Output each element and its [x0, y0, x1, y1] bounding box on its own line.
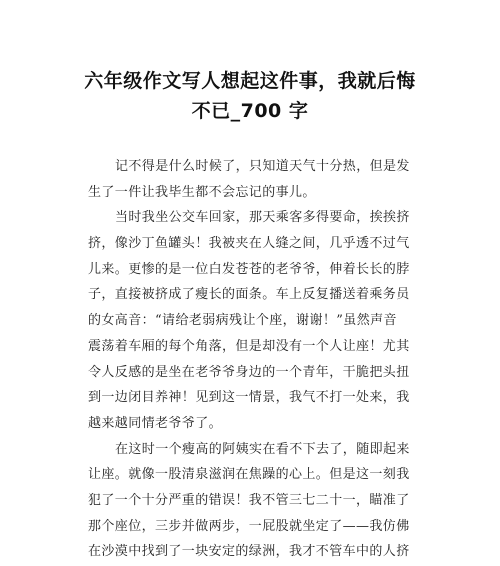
paragraph-line: 在这时一个瘦高的阿姨实在看不下去了，随即起来	[115, 441, 410, 457]
paragraph-line: 挤，像沙丁鱼罐头！我被夹在人缝之间，几乎透不过气	[88, 236, 410, 252]
paragraph-3	[88, 437, 418, 565]
paragraph-line: 记不得是什么时候了，只知道天气十分热，但是发	[115, 159, 410, 174]
article-title	[60, 66, 440, 126]
paragraph-line: 那个座位，三步并做两步，一屁股就坐定了——我仿佛	[88, 518, 410, 534]
paragraph-line: 越来越同情老爷爷了。	[88, 415, 223, 431]
title-line-1: 六年级作文写人想起这件事，我就后悔	[84, 70, 416, 92]
paragraph-line: 震荡着车厢的每个角落，但是却没有一个人让座！尤其	[88, 338, 410, 354]
paragraph-line: 犯了一个十分严重的错误！我不管三七二十一，瞄准了	[88, 492, 410, 508]
paragraph-line: 让座。就像一股清泉滋润在焦躁的心上。但是这一刻我	[88, 467, 410, 483]
paragraph-line: 当时我坐公交车回家，那天乘客多得要命，挨挨挤	[115, 210, 410, 226]
paragraph-line: 到一边闭目养神！见到这一情景，我气不打一处来，我	[88, 390, 410, 406]
paragraph-line: 子，直接被挤成了瘦长的面条。车上反复播送着乘务员	[88, 287, 410, 303]
paragraph-line: 儿来。更惨的是一位白发苍苍的老爷爷，伸着长长的脖	[88, 261, 410, 277]
paragraph-2	[88, 205, 418, 436]
paragraph-line: 在沙漠中找到了一块安定的绿洲，我才不管车中的人挤	[88, 544, 410, 560]
paragraph-line: 的女高音：“请给老弱病残让个座，谢谢！”虽然声音	[88, 313, 397, 329]
article-body	[88, 154, 418, 565]
title-line-2: 不已_700 字	[191, 100, 309, 122]
paragraph-1	[88, 154, 418, 205]
paragraph-line: 生了一件让我毕生都不会忘记的事儿。	[88, 184, 316, 200]
paragraph-line: 令人反感的是坐在老爷爷身边的一个青年，干脆把头扭	[88, 364, 410, 380]
